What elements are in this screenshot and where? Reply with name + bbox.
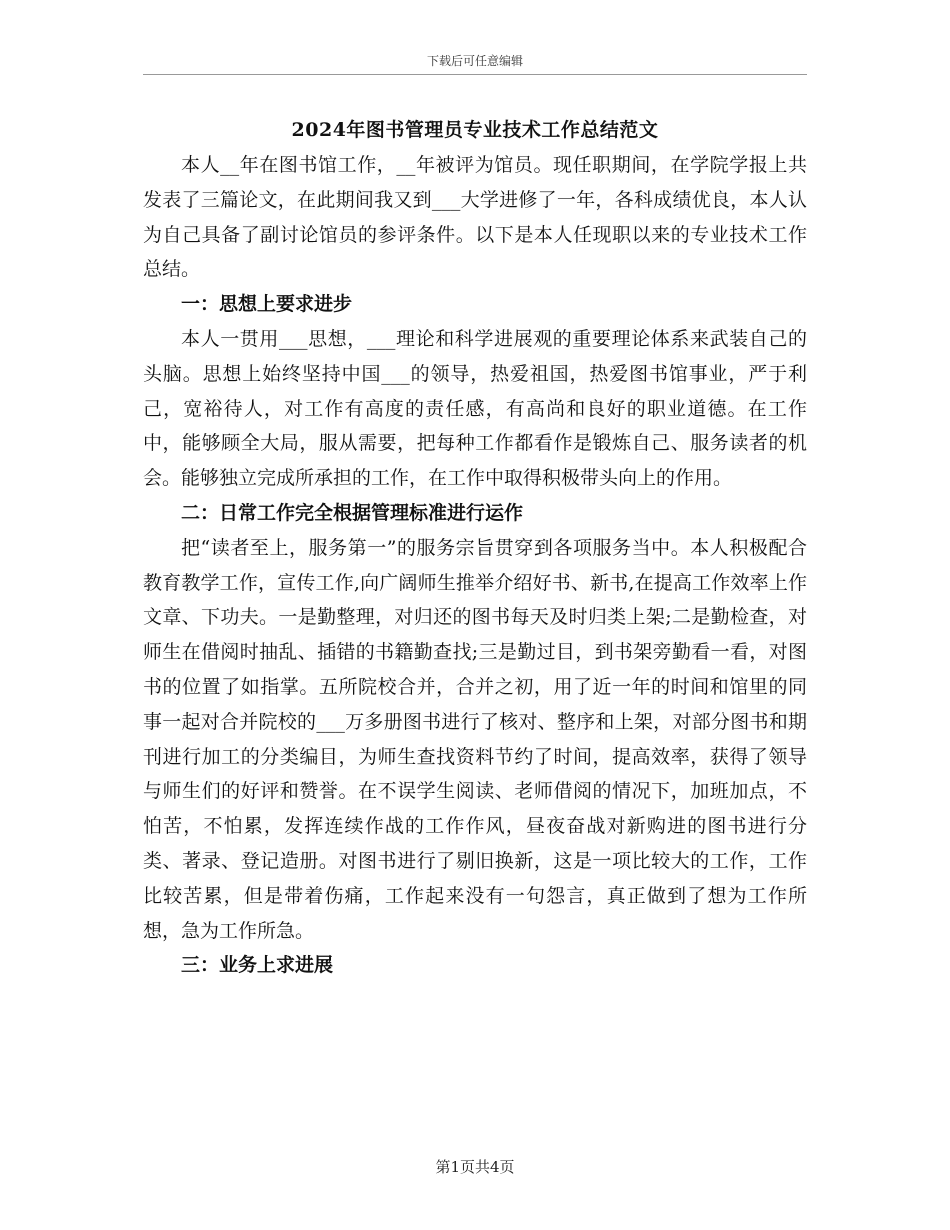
section-heading-2: 二：日常工作完全根据管理标准进行运作 [181,501,524,524]
paragraph-section-1: 本人一贯用___思想，___理论和科学进展观的重要理论体系来武装自己的头脑。思想上始终坚持中国___的领导，热爱祖国，热爱图书馆事业，严于利己，宽裕待人，对工作有高度的责任感，有高尚和良好的职业道德。在工作中，能够顾全大局，服从需要，把每种工作都看作是锻炼自己、服务读者的机会。能够独立完成所承担的工作，在工作中取得积极带头向上的作用。 [143,327,807,490]
section-heading-3: 三：业务上求进展 [181,954,334,977]
paragraph-section-2: 把“读者至上，服务第一”的服务宗旨贯穿到各项服务当中。本人积极配合教育教学工作，宣传工作,向广阔师生推举介绍好书、新书,在提高工作效率上作文章、下功夫。一是勤整理，对归还的图书每天及时归类上架;二是勤检查，对师生在借阅时抽乱、插错的书籍勤查找;三是勤过目，到书架旁勤看一看，对图书的位置了如指掌。五所院校合并，合并之初，用了近一年的时间和馆里的同事一起对合并院校的___万多册图书进行了核对、整序和上架，对部分图书和期刊进行加工的分类编目，为师生查找资料节约了时间，提高效率，获得了领导与师生们的好评和赞誉。在不误学生阅读、老师借阅的情况下，加班加点，不怕苦，不怕累，发挥连续作战的工作作风，昼夜奋战对新购进的图书进行分类、著录、登记造册。对图书进行了剔旧换新，这是一项比较大的工作，工作比较苦累，但是带着伤痛，工作起来没有一句怨言，真正做到了想为工作所想，急为工作所急。 [143,536,807,942]
page-number: 第1页共4页 [435,1158,515,1176]
page-header-note: 下载后可任意编辑 [426,54,523,68]
document-title: 2024年图书管理员专业技术工作总结范文 [291,119,659,141]
document-body [143,148,807,983]
header-divider [143,74,807,75]
section-heading-1: 一：思想上要求进步 [181,293,353,316]
paragraph-intro: 本人__年在图书馆工作，__年被评为馆员。现任职期间，在学院学报上共发表了三篇论文，在此期间我又到___大学进修了一年，各科成绩优良，本人认为自己具备了副讨论馆员的参评条件。以下是本人任现职以来的专业技术工作总结。 [143,154,807,281]
